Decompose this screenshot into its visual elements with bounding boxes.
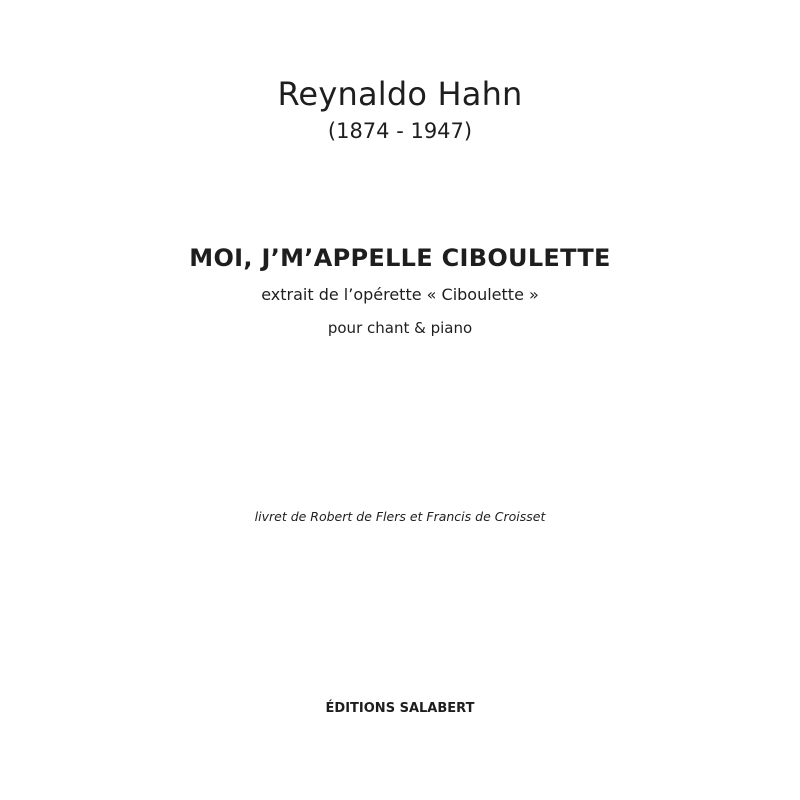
composer-dates: (1874 - 1947) (327, 119, 473, 143)
publisher-name: ÉDITIONS SALABERT (325, 701, 475, 716)
work-title: MOI, J’M’APPELLE CIBOULETTE (189, 244, 611, 272)
work-subtitle: extrait de l’opérette « Ciboulette » (261, 285, 539, 304)
work-scoring: pour chant & piano (327, 319, 473, 337)
librettists-credit: livret de Robert de Flers et Francis de Croisset (254, 509, 546, 524)
composer-name: Reynaldo Hahn (277, 75, 523, 113)
